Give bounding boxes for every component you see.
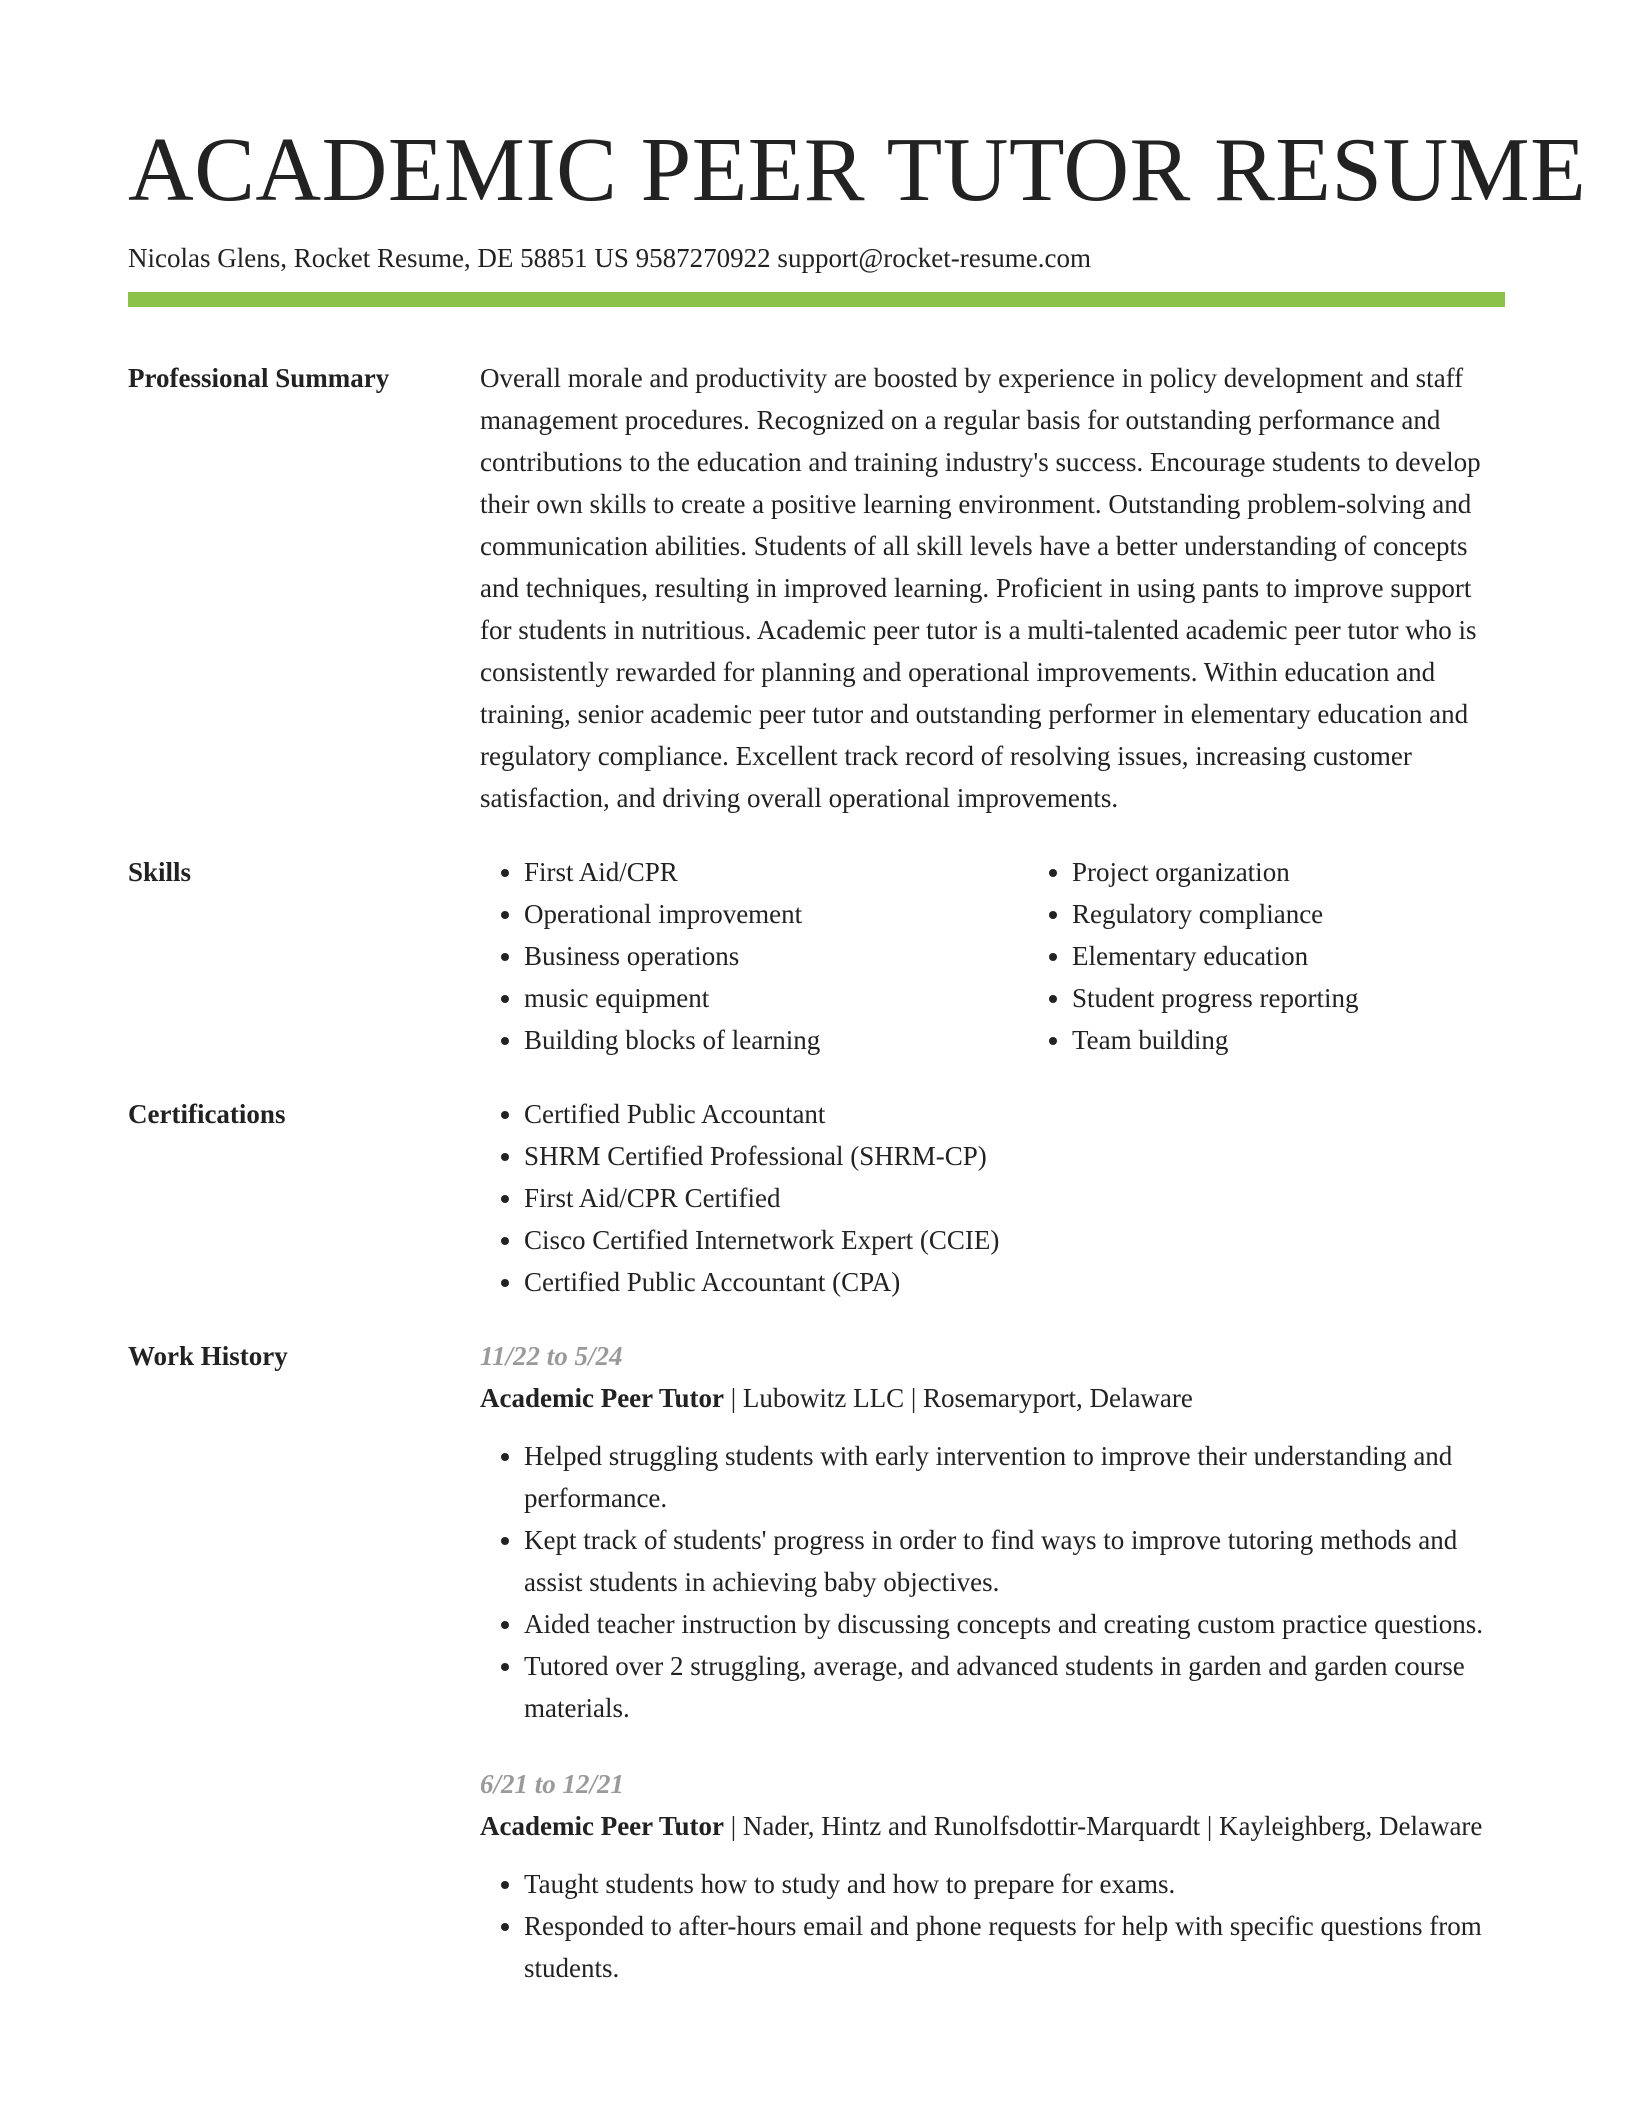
job-bullet: • Aided teacher instruction by discussing concepts and creating custom practice questions. (524, 1603, 1505, 1645)
job-details: | Nader, Hintz and Runolfsdottir-Marquardt | Kayleighberg, Delaware (723, 1811, 1483, 1841)
certifications-heading: Certifications (128, 1099, 286, 1129)
job-heading (480, 1805, 1505, 1847)
job-bullet: • Responded to after-hours email and phone requests for help with specific questions from students. (524, 1905, 1505, 1989)
job-bullet: • Tutored over 2 struggling, average, and advanced students in garden and garden course materials. (524, 1645, 1505, 1729)
job-heading (480, 1377, 1505, 1419)
job-details: | Lubowitz LLC | Rosemaryport, Delaware (723, 1383, 1193, 1413)
job-dates: 6/21 to 12/21 (480, 1769, 625, 1799)
skill-item: • First Aid/CPR (524, 851, 1028, 893)
certification-item: • First Aid/CPR Certified (524, 1177, 1505, 1219)
skills-list-right (1028, 851, 1576, 1061)
certifications-body (480, 1093, 1505, 1303)
certification-item: • Certified Public Accountant (524, 1093, 1505, 1135)
skill-item: • Student progress reporting (1072, 977, 1576, 1019)
summary-section (128, 357, 1505, 819)
contact-line: Nicolas Glens, Rocket Resume, DE 58851 US 9587270922 support@rocket-resume.com (128, 243, 1091, 273)
certification-item: • SHRM Certified Professional (SHRM-CP) (524, 1135, 1505, 1177)
certification-item: • Certified Public Accountant (CPA) (524, 1261, 1505, 1303)
skills-section (128, 851, 1505, 1061)
summary-heading: Professional Summary (128, 363, 390, 393)
summary-text: Overall morale and productivity are boosted by experience in policy development and staff management procedures. Recognized on a regular basis for outstanding performance and contributions to the education and training industry's success. Encourage students to develop their own skills to create a positive learning environment. Outstanding problem-solving and communication abilities. Students of all skill levels have a better understanding of concepts and techniques, resulting in improved learning. Proficient in using pants to improve support for students in nutritious. Academic peer tutor is a multi-talented academic peer tutor who is consistently rewarded for planning and operational improvements. Within education and training, senior academic peer tutor and outstanding performer in elementary education and regulatory compliance. Excellent track record of resolving issues, increasing customer satisfaction, and driving overall operational improvements. (480, 363, 1481, 813)
certifications-section (128, 1093, 1505, 1303)
job-entry (480, 1763, 1505, 1989)
skills-grid (480, 851, 1505, 1061)
resume-page (128, 0, 1587, 1989)
skills-heading: Skills (128, 857, 192, 887)
skill-item: • Building blocks of learning (524, 1019, 1028, 1061)
work-history-body (480, 1335, 1505, 1989)
skill-item: • Operational improvement (524, 893, 1028, 935)
job-bullet: • Taught students how to study and how to prepare for exams. (524, 1863, 1505, 1905)
accent-divider (128, 292, 1505, 307)
skills-list-left (480, 851, 1028, 1061)
job-bullets (480, 1863, 1505, 1989)
job-dates: 11/22 to 5/24 (480, 1341, 623, 1371)
skill-item: • Regulatory compliance (1072, 893, 1576, 935)
skill-item: • music equipment (524, 977, 1028, 1019)
job-title: Academic Peer Tutor (480, 1811, 724, 1841)
skill-item: • Team building (1072, 1019, 1576, 1061)
job-bullet: • Helped struggling students with early intervention to improve their understanding and performance. (524, 1435, 1505, 1519)
certification-item: • Cisco Certified Internetwork Expert (CCIE) (524, 1219, 1505, 1261)
job-bullets (480, 1435, 1505, 1729)
work-history-section (128, 1335, 1505, 1989)
skill-item: • Project organization (1072, 851, 1576, 893)
work-history-heading: Work History (128, 1341, 288, 1371)
job-entry (480, 1335, 1505, 1729)
job-title: Academic Peer Tutor (480, 1383, 724, 1413)
certifications-list (480, 1093, 1505, 1303)
job-bullet: • Kept track of students' progress in order to find ways to improve tutoring methods and assist students in achieving baby objectives. (524, 1519, 1505, 1603)
resume-title: ACADEMIC PEER TUTOR RESUME (128, 119, 1587, 220)
skill-item: • Business operations (524, 935, 1028, 977)
summary-body (480, 357, 1505, 819)
skill-item: • Elementary education (1072, 935, 1576, 977)
